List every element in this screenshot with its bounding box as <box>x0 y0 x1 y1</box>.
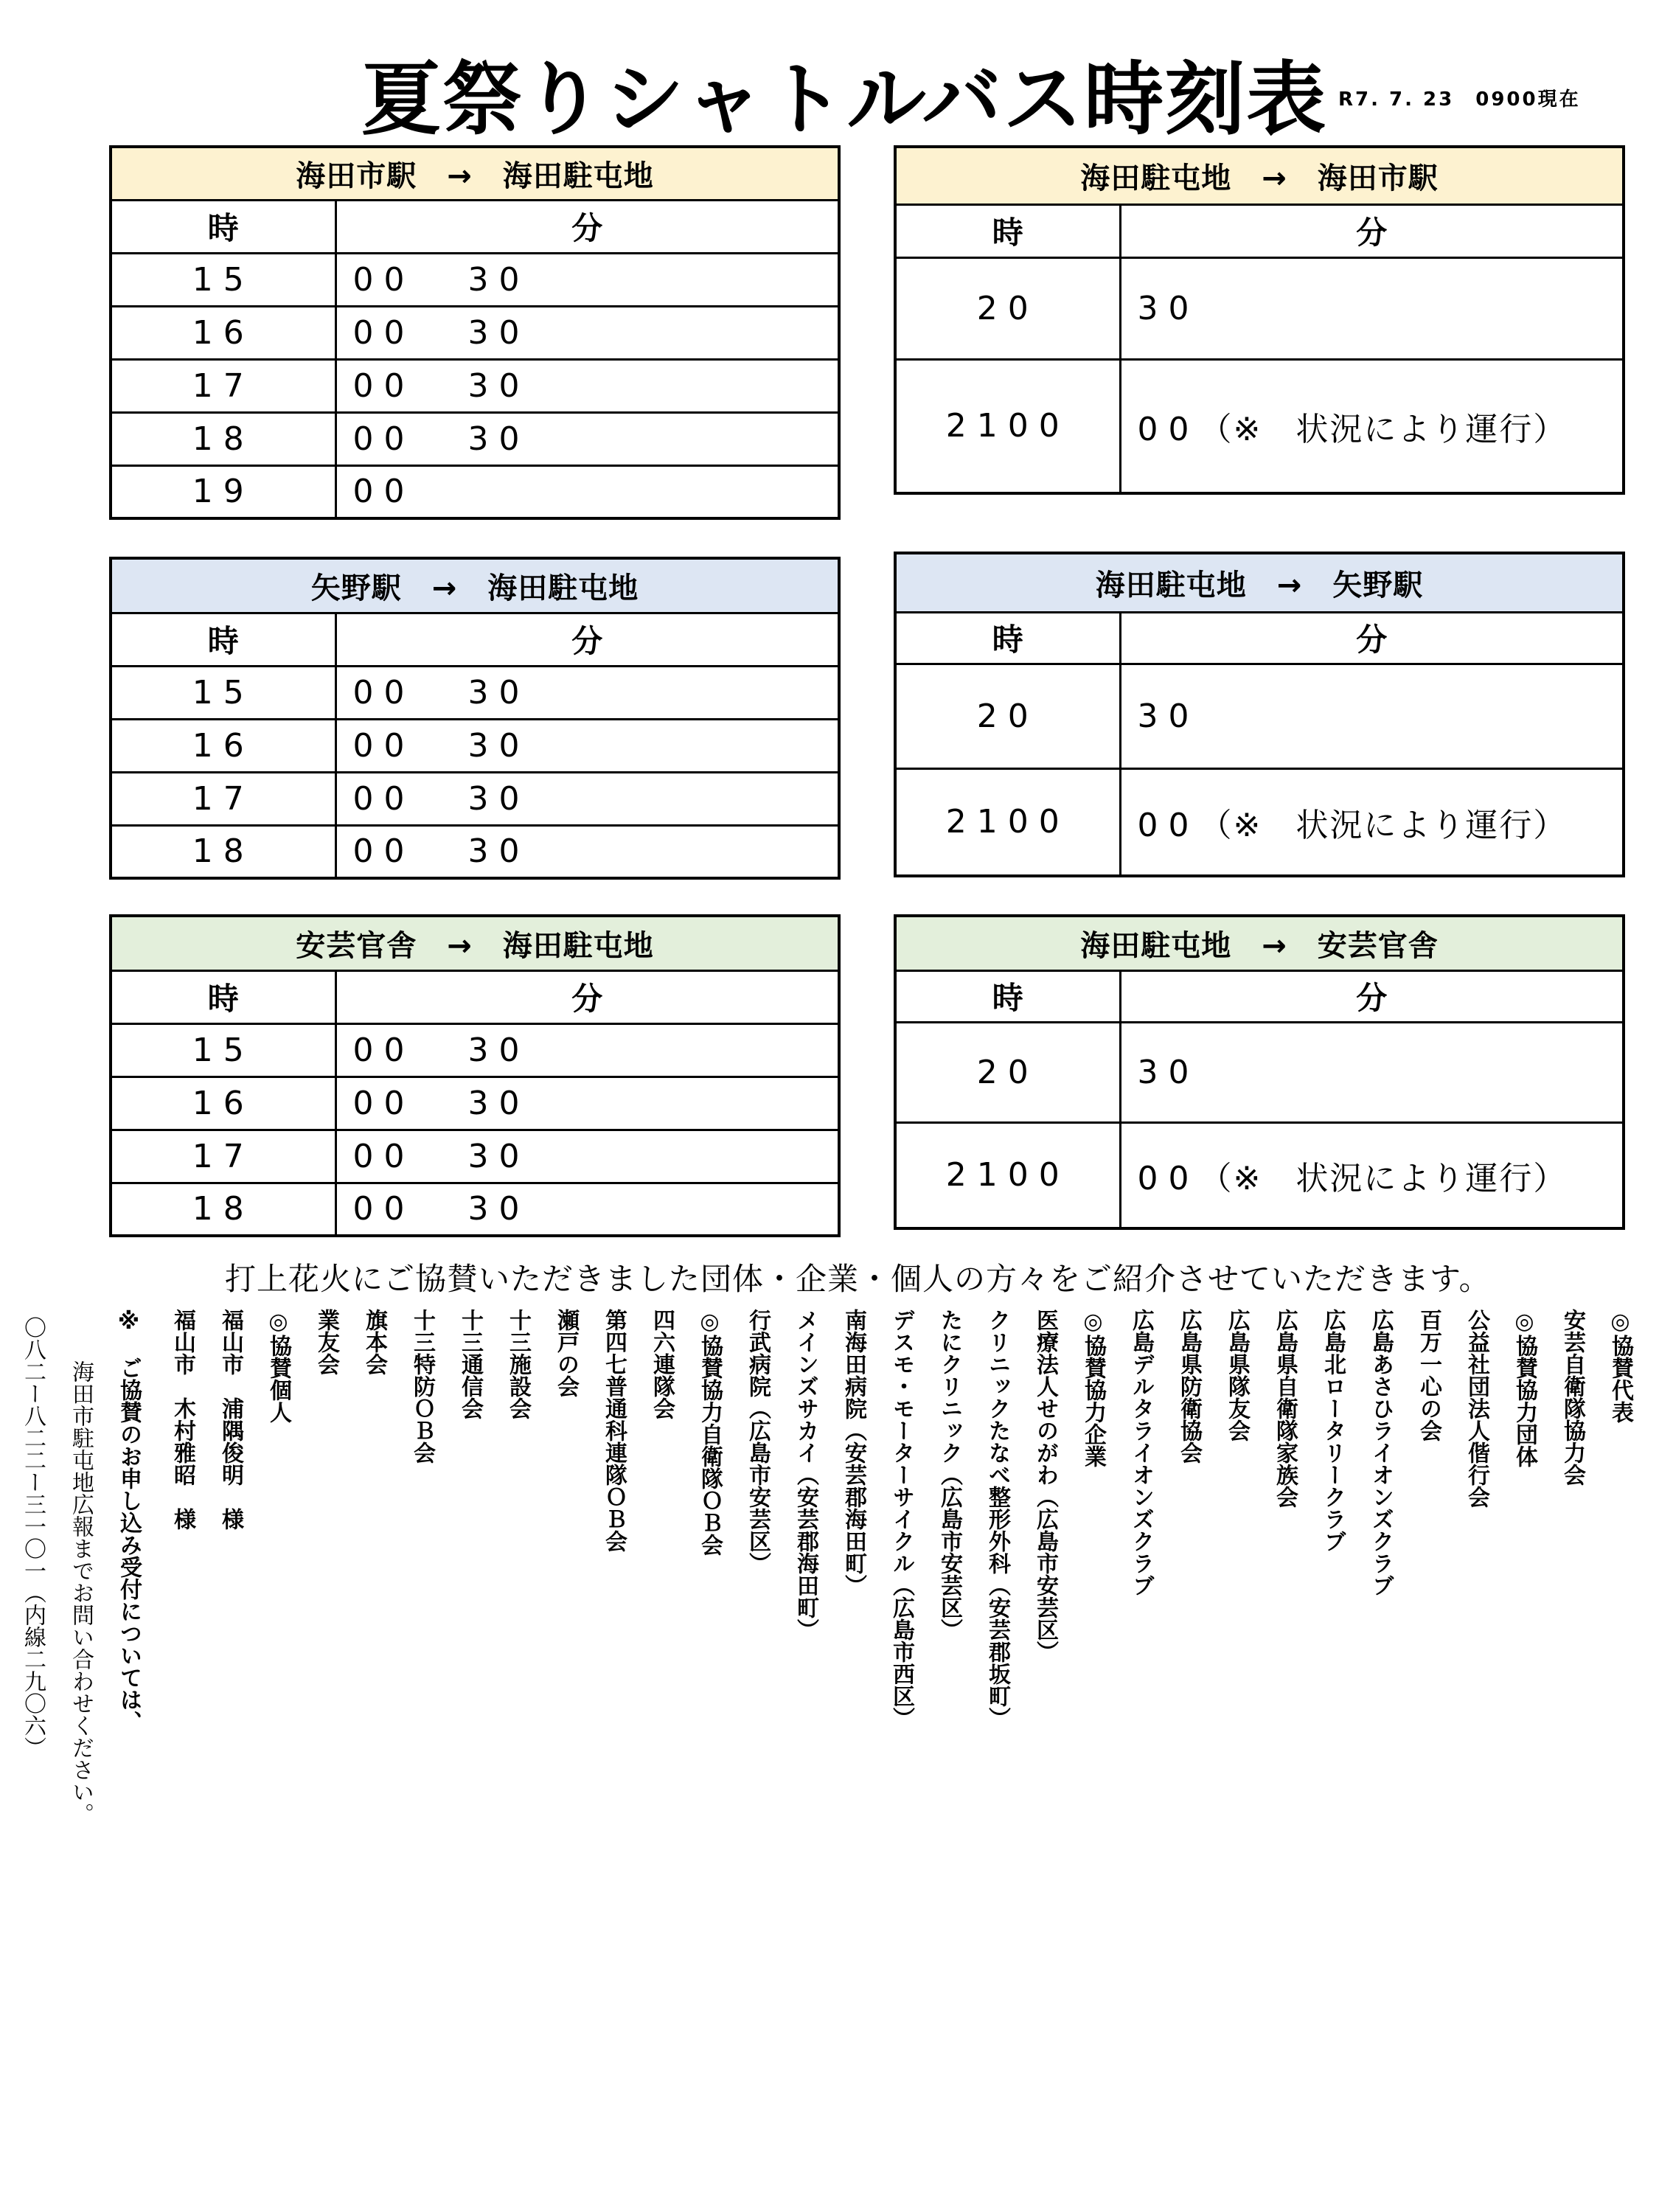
timetable-camp-to-yano <box>894 552 1625 877</box>
as-of-date: R7. 7. 23 0900現在 <box>1338 88 1581 111</box>
minute-header: 分 <box>1120 204 1624 257</box>
minute-value: 00 <box>352 473 415 511</box>
minute-value: 00 <box>352 1031 415 1069</box>
minute-cell <box>335 1077 839 1130</box>
hour-cell: 15 <box>111 666 335 719</box>
minute-value: 00 <box>352 1137 415 1175</box>
sponsor-item: 安芸自衛隊協力会 <box>1559 1309 1585 1486</box>
minute-value: 00 <box>352 420 415 458</box>
sponsor-heading: ◎協賛協力企業 <box>1080 1309 1106 1467</box>
sponsor-item: たにクリニック（広島市安芸区） <box>936 1309 962 1641</box>
contact-phone: 〇八二ー八二二ー三一〇一（内線二九〇六） <box>20 1316 46 1759</box>
minute-value: 30 <box>467 726 530 765</box>
timetable-kaitaichi-to-camp <box>109 145 841 520</box>
hour-cell: 16 <box>111 306 335 359</box>
minute-header: 分 <box>1120 970 1624 1022</box>
table-row <box>111 253 839 306</box>
timetable-camp-to-aki <box>894 914 1625 1230</box>
minute-value: 30 <box>467 1084 530 1122</box>
hour-cell: 16 <box>111 719 335 772</box>
minute-value: 00 <box>352 313 415 352</box>
sponsor-item: 広島あさひライオンズクラブ <box>1368 1309 1394 1596</box>
hour-cell: 18 <box>111 412 335 465</box>
sponsor-list <box>22 1309 1644 1958</box>
minute-value: 30 <box>467 1031 530 1069</box>
sponsor-heading: ◎協賛協力自衛隊ＯＢ会 <box>697 1309 723 1556</box>
sponsor-item: 福山市 木村雅昭 様 <box>170 1309 195 1530</box>
hour-header: 時 <box>111 970 335 1023</box>
minute-value: 30 <box>467 260 530 299</box>
minute-value: 30 <box>1137 697 1200 735</box>
table-row <box>111 825 839 878</box>
minute-value: 00 <box>352 779 415 818</box>
hour-cell: 18 <box>111 825 335 878</box>
sponsor-item: 行武病院（広島市安芸区） <box>745 1309 771 1574</box>
table-row <box>111 666 839 719</box>
minute-header: 分 <box>1120 612 1624 664</box>
sponsor-item: 百万一心の会 <box>1416 1309 1441 1441</box>
minute-value: 30 <box>467 1190 530 1228</box>
sponsor-item: 公益社団法人偕行会 <box>1464 1309 1489 1508</box>
sponsor-item: 広島県防衛協会 <box>1176 1309 1202 1464</box>
sponsor-heading: ◎協賛代表 <box>1607 1309 1633 1423</box>
hour-cell: 19 <box>111 465 335 518</box>
hour-header: 時 <box>895 970 1120 1022</box>
hour-cell: 15 <box>111 1023 335 1077</box>
minute-cell <box>335 306 839 359</box>
hour-cell: 17 <box>111 1130 335 1183</box>
table-row <box>111 772 839 825</box>
minute-value: 30 <box>467 1137 530 1175</box>
table-row <box>895 664 1624 768</box>
minute-value: 30 <box>467 313 530 352</box>
sponsor-item: 福山市 浦隅俊明 様 <box>218 1309 243 1530</box>
minute-value: 00 <box>352 1084 415 1122</box>
table-row <box>111 1130 839 1183</box>
table-title: 矢野駅 → 海田駐屯地 <box>111 558 839 613</box>
sponsor-item: 業友会 <box>313 1309 339 1375</box>
minute-cell <box>335 666 839 719</box>
hour-cell: 16 <box>111 1077 335 1130</box>
sponsor-item: 医療法人せのがわ（広島市安芸区） <box>1032 1309 1058 1663</box>
contact-office: 海田市駐屯地広報までお問い合わせください。 <box>68 1360 94 1825</box>
sponsor-item: 瀬戸の会 <box>553 1309 579 1397</box>
hour-cell: 2100 <box>895 359 1120 493</box>
minute-cell <box>335 253 839 306</box>
minute-cell <box>335 465 839 518</box>
timetable-aki-to-camp <box>109 914 841 1237</box>
minute-value: 30 <box>467 779 530 818</box>
table-row <box>895 257 1624 359</box>
minute-value: 00 <box>1137 806 1200 844</box>
table-row <box>111 719 839 772</box>
minute-header: 分 <box>335 200 839 253</box>
table-row <box>895 359 1624 493</box>
timetable-camp-to-kaitaichi <box>894 145 1625 495</box>
table-row <box>111 359 839 412</box>
sponsor-item: メインズサカイ（安芸郡海田町） <box>793 1309 818 1641</box>
schedule-note: （※ 状況により運行） <box>1199 806 1568 844</box>
page-title: 夏祭りシャトルバス時刻表 <box>361 54 1328 146</box>
minute-cell <box>1120 768 1624 876</box>
sponsor-heading: ◎協賛個人 <box>265 1309 291 1423</box>
hour-cell: 17 <box>111 359 335 412</box>
minute-value: 00 <box>352 366 415 405</box>
sponsor-heading: ◎協賛協力団体 <box>1512 1309 1537 1467</box>
hour-header: 時 <box>895 204 1120 257</box>
sponsor-notice: ※ ご協賛のお申し込み受付については、 <box>116 1309 142 1733</box>
minute-cell <box>335 825 839 878</box>
minute-value: 00 <box>352 832 415 871</box>
table-row <box>111 1023 839 1077</box>
hour-cell: 20 <box>895 257 1120 359</box>
minute-value: 00 <box>352 726 415 765</box>
sponsor-item: クリニックたなべ整形外科（安芸郡坂町） <box>984 1309 1010 1729</box>
table-row <box>111 412 839 465</box>
minute-value: 00 <box>352 260 415 299</box>
minute-cell <box>335 719 839 772</box>
hour-cell: 18 <box>111 1183 335 1236</box>
schedule-note: （※ 状況により運行） <box>1199 410 1568 448</box>
sponsor-item: 広島県隊友会 <box>1224 1309 1250 1441</box>
minute-cell <box>1120 1122 1624 1228</box>
minute-value: 00 <box>1137 410 1200 448</box>
sponsor-item: 南海田病院（安芸郡海田町） <box>841 1309 866 1596</box>
minute-cell <box>335 359 839 412</box>
timetable-yano-to-camp <box>109 557 841 880</box>
minute-cell <box>335 1023 839 1077</box>
minute-cell <box>335 412 839 465</box>
sponsor-item: デスモ・モーターサイクル（広島市西区） <box>888 1309 914 1729</box>
table-row <box>895 1022 1624 1122</box>
sponsor-intro: 打上花火にご協賛いただきました団体・企業・個人の方々をご紹介させていただきます。 <box>225 1261 1491 1297</box>
minute-cell <box>335 1130 839 1183</box>
table-title: 海田市駅 → 海田駐屯地 <box>111 147 839 200</box>
hour-cell: 15 <box>111 253 335 306</box>
minute-cell <box>1120 664 1624 768</box>
sponsor-item: 十三特防ＯＢ会 <box>409 1309 435 1464</box>
minute-value: 30 <box>467 366 530 405</box>
hour-cell: 2100 <box>895 768 1120 876</box>
minute-cell <box>335 1183 839 1236</box>
sponsor-item: 旗本会 <box>361 1309 387 1375</box>
table-title: 海田駐屯地 → 矢野駅 <box>895 553 1624 612</box>
minute-value: 30 <box>467 420 530 458</box>
table-title: 海田駐屯地 → 安芸官舎 <box>895 916 1624 970</box>
sponsor-item: 十三通信会 <box>457 1309 483 1419</box>
minute-value: 30 <box>1137 289 1200 327</box>
hour-header: 時 <box>895 612 1120 664</box>
sponsor-item: 広島デルタライオンズクラブ <box>1128 1309 1154 1596</box>
table-row <box>111 1183 839 1236</box>
minute-value: 30 <box>1137 1053 1200 1091</box>
sponsor-item: 広島県自衛隊家族会 <box>1272 1309 1298 1508</box>
hour-cell: 20 <box>895 1022 1120 1122</box>
table-row <box>111 1077 839 1130</box>
schedule-note: （※ 状況により運行） <box>1199 1159 1568 1197</box>
table-row <box>111 306 839 359</box>
minute-cell <box>335 772 839 825</box>
hour-cell: 20 <box>895 664 1120 768</box>
minute-value: 30 <box>467 832 530 871</box>
minute-cell <box>1120 1022 1624 1122</box>
minute-value: 30 <box>467 673 530 712</box>
minute-header: 分 <box>335 970 839 1023</box>
minute-value: 00 <box>352 1190 415 1228</box>
sponsor-item: 第四七普通科連隊ＯＢ会 <box>601 1309 627 1552</box>
table-row <box>895 768 1624 876</box>
hour-cell: 2100 <box>895 1122 1120 1228</box>
minute-value: 00 <box>352 673 415 712</box>
sponsor-item: 四六連隊会 <box>649 1309 675 1419</box>
minute-cell <box>1120 359 1624 493</box>
table-row <box>895 1122 1624 1228</box>
hour-cell: 17 <box>111 772 335 825</box>
minute-cell <box>1120 257 1624 359</box>
table-row <box>111 465 839 518</box>
minute-value: 00 <box>1137 1159 1200 1197</box>
table-title: 安芸官舎 → 海田駐屯地 <box>111 916 839 970</box>
hour-header: 時 <box>111 200 335 253</box>
sponsor-item: 広島北ロータリークラブ <box>1320 1309 1346 1552</box>
minute-header: 分 <box>335 613 839 666</box>
table-title: 海田駐屯地 → 海田市駅 <box>895 147 1624 204</box>
hour-header: 時 <box>111 613 335 666</box>
sponsor-item: 十三施設会 <box>505 1309 531 1419</box>
